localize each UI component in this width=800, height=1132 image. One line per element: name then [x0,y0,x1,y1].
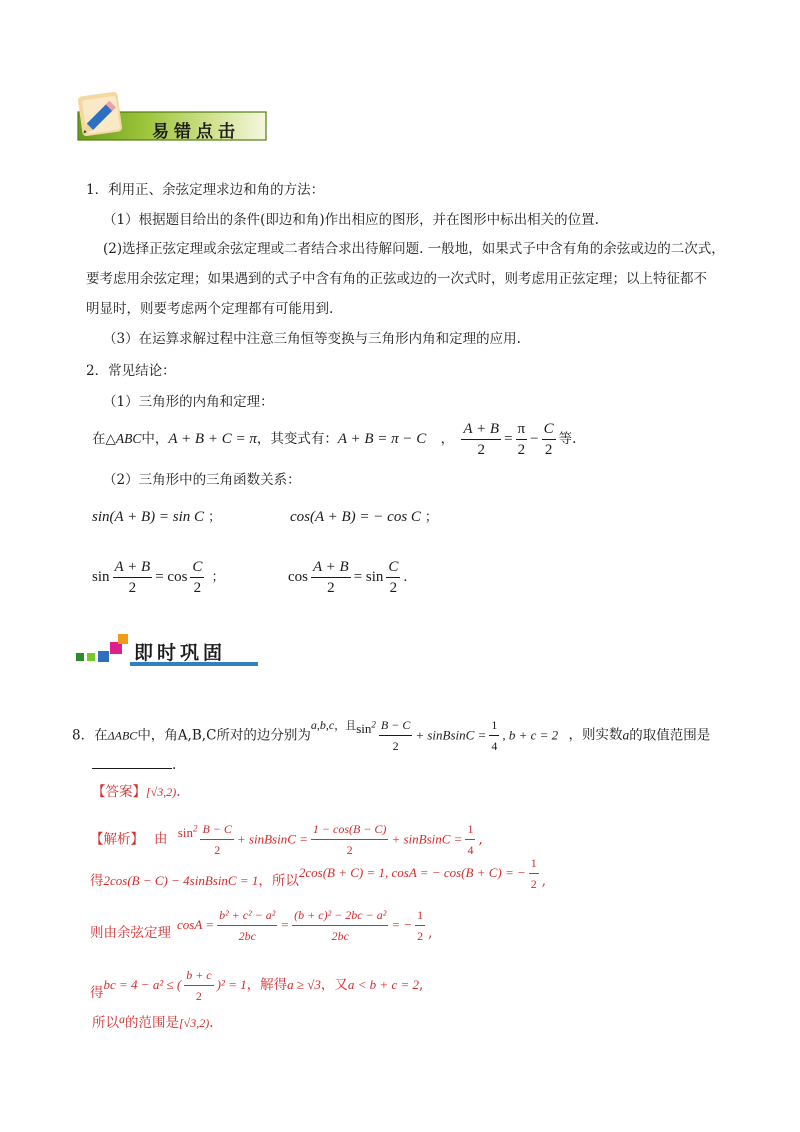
section1-point1: （1）根据题目给出的条件(即边和角)作出相应的图形，并在图形中标出相关的位置. [103,212,599,228]
analysis-line5: 所以a的范围是[√3,2). [92,1012,214,1031]
analysis-line1: 【解析】 由 $\sin^2$ $\frac{B - C}{2}$ + sinBsinC = $\frac{1 - \cos(B - C)}{2}$ + sinBsinC = $\frac{1}{4}$ , [90,812,483,862]
answer-line: 【答案】[√3,2). [92,784,181,800]
banner-title: 即时巩固 [134,642,227,664]
section1-point2-line3: 明显时，则要考虑两个定理都有可能用到. [86,301,334,317]
identity-sin-sum: sin(A + B) = sin C ； [92,509,222,525]
question-8: 8．在ΔABC中，角A,B,C所对的边分别为$a,b,c^{,且}\sin^2$ $\frac{B - C}{2}$ + sinBsinC = $\frac{1}{4}$ , b + c = 2 ，则实数a的取值范围是 [72,708,710,759]
angle-sum-formula: 在△ABC中，A + B + C = π，其变式有：A + B = π − C ， $\frac{A + B}{2}$ = $\frac{\pi}{2}$ − $\frac{C}{2}$ 等. [92,421,577,458]
analysis-line4: 得bc = 4 − a² ≤ ( $\frac{b + c}{2}$ )² = 1，解得a ≥ √3，又a < b + c = 2, [90,962,423,1008]
analysis-line2: 得2cos(B − C) − 4sinBsinC = 1，所以2cos(B + C) = 1, cosA = − cos(B + C) = − $\frac{1}{2}$ , [90,858,546,904]
section1-point2-line2: 要考虑用余弦定理；如果遇到的式子中含有角的正弦或边的一次式时，则考虑用正弦定理；以上特征都不 [86,271,707,287]
fraction-pi-over-2: $\frac{\pi}{2}$ [517,421,526,458]
identity-cos-half: cos $\frac{A + B}{2}$ = sin $\frac{C}{2}$ . [288,559,408,597]
pencil-icon [74,92,130,144]
banner-error-points [74,92,274,146]
banner-practice [74,632,264,668]
identity-cos-sum: cos(A + B) = − cos C ； [290,509,438,525]
colored-squares-icon [74,632,134,668]
section2-heading: 2．常见结论： [86,363,176,379]
fraction-c-over-2: $\frac{C}{2}$ [543,421,554,458]
answer-blank: . [92,756,176,774]
section1-heading: 1．利用正、余弦定理求边和角的方法： [86,182,325,198]
banner-title: 易错点击 [152,122,240,142]
fraction-a-plus-b-over-2: $\frac{A + B}{2}$ [463,421,500,458]
section1-point2-line1: (2)选择正弦定理或余弦定理或二者结合求出待解问题. 一般地，如果式子中含有角的余弦或边的二次式， [103,241,725,257]
identity-sin-half: sin $\frac{A + B}{2}$ = cos $\frac{C}{2}$ ； [92,559,225,597]
section1-point3: （3）在运算求解过程中注意三角恒等变换与三角形内角和定理的应用. [103,331,521,347]
section2-point1: （1）三角形的内角和定理： [103,394,274,410]
analysis-line3: 则由余弦定理cosA = $\frac{\text{b² + c² − a²}}{2bc}$ = $\frac{\text{(b + c)² − 2bc − a²}}{2bc}$ = − $\frac{1}{2}$ , [90,910,432,956]
section2-point2: （2）三角形中的三角函数关系： [103,472,301,488]
